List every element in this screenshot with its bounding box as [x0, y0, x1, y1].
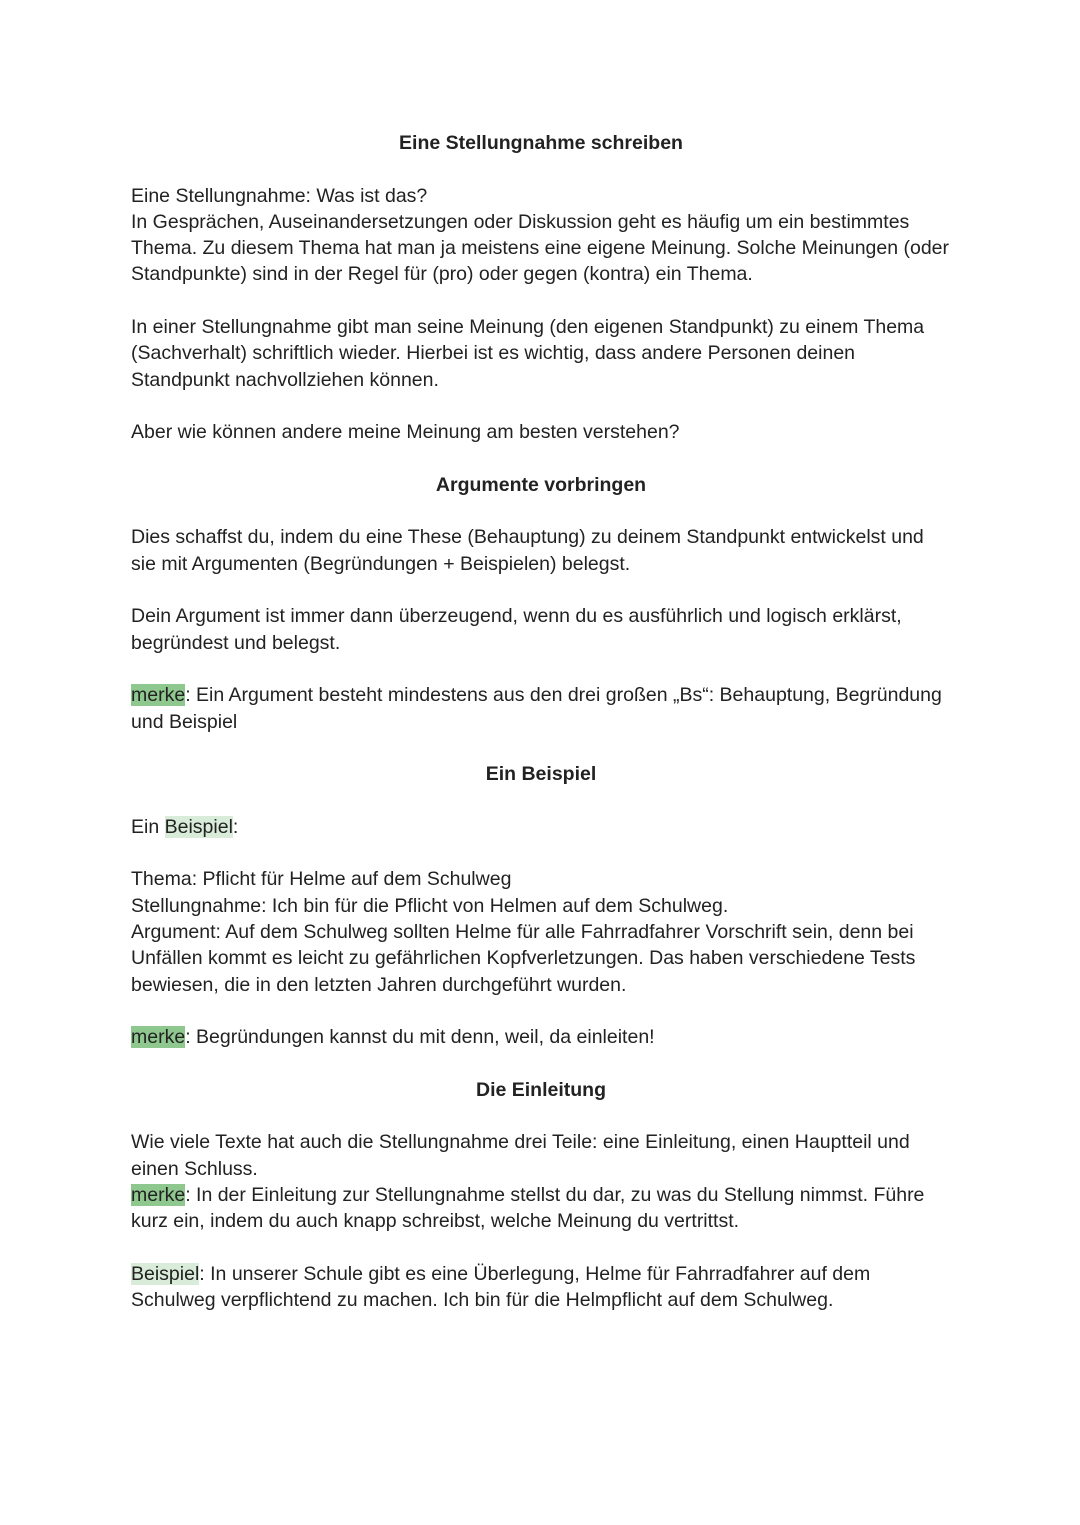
- spacer: [131, 1103, 951, 1129]
- intro-question: Eine Stellungnahme: Was ist das?: [131, 184, 428, 207]
- document-title: Eine Stellungnahme schreiben: [399, 132, 683, 154]
- arguments-paragraph: Dies schaffst du, indem du eine These (Behauptung) zu deinem Standpunkt entwickelst und sie mit Argumenten (Begründungen + Beispielen) belegst.: [131, 526, 924, 575]
- spacer: [131, 735, 951, 761]
- arguments-paragraph: Dein Argument ist immer dann überzeugend, wenn du es ausführlich und logisch erklärst, begründest und belegst.: [131, 605, 902, 654]
- section-heading-example: Ein Beispiel: [485, 763, 597, 786]
- spacer: [131, 577, 951, 603]
- spacer: [131, 1234, 951, 1260]
- merke-highlight: merke: [131, 1026, 186, 1049]
- note-paragraph: [131, 1024, 951, 1050]
- note-paragraph: [131, 1182, 951, 1235]
- beispiel-highlight: Beispiel: [131, 1262, 200, 1285]
- note-text: : In der Einleitung zur Stellungnahme stellst du dar, zu was du Stellung nimmst. Führe kurz ein, indem du auch knapp schreibst, welche Meinung du vertrittst.: [131, 1183, 925, 1233]
- example-lead-prefix: Ein: [131, 815, 165, 838]
- note-text: : Begründungen kannst du mit denn, weil, da einleiten!: [185, 1026, 655, 1049]
- spacer: [131, 393, 951, 419]
- document-content: [131, 130, 951, 1313]
- merke-highlight: merke: [131, 684, 186, 707]
- section-heading-einleitung: Die Einleitung: [475, 1078, 606, 1101]
- example-stellungnahme: Stellungnahme: Ich bin für die Pflicht von Helmen auf dem Schulweg.: [131, 894, 729, 917]
- spacer: [131, 1050, 951, 1076]
- intro-paragraph: In Gesprächen, Auseinandersetzungen oder Diskussion geht es häufig um ein bestimmtes Thema. Zu diesem Thema hat man ja meistens eine eigene Meinung. Solche Meinungen (oder Standpunkte) sind in der Regel für (pro) oder gegen (kontra) ein Thema.: [131, 210, 950, 286]
- spacer: [131, 787, 951, 813]
- example-lead-suffix: :: [232, 815, 239, 838]
- section-heading-arguments: Argumente vorbringen: [435, 473, 647, 496]
- example-text: : In unserer Schule gibt es eine Überlegung, Helme für Fahrradfahrer auf dem Schulweg verpflichtend zu machen. Ich bin für die Helmpflicht auf dem Schulweg.: [131, 1262, 871, 1312]
- intro-paragraph: Aber wie können andere meine Meinung am besten verstehen?: [131, 421, 680, 444]
- beispiel-highlight: Beispiel: [164, 815, 233, 838]
- note-paragraph: [131, 682, 951, 735]
- spacer: [131, 288, 951, 314]
- spacer: [131, 446, 951, 472]
- einleitung-example: [131, 1261, 951, 1314]
- spacer: [131, 998, 951, 1024]
- spacer: [131, 498, 951, 524]
- merke-highlight: merke: [131, 1183, 186, 1206]
- spacer: [131, 840, 951, 866]
- spacer: [131, 656, 951, 682]
- example-argument: Argument: Auf dem Schulweg sollten Helme für alle Fahrradfahrer Vorschrift sein, denn bei Unfällen kommt es leicht zu gefährlichen Kopfverletzungen. Das haben verschiedene Tests bewiesen, die in den letzten Jahren durchgeführt wurden.: [131, 920, 916, 996]
- example-lead: [131, 814, 951, 840]
- intro-paragraph: In einer Stellungnahme gibt man seine Meinung (den eigenen Standpunkt) zu einem Thema (Sachverhalt) schriftlich wieder. Hierbei ist es wichtig, dass andere Personen deinen Standpunkt nachvollziehen können.: [131, 316, 925, 391]
- spacer: [131, 156, 951, 182]
- note-text: : Ein Argument besteht mindestens aus den drei großen „Bs“: Behauptung, Begründung und Beispiel: [131, 684, 942, 733]
- example-thema: Thema: Pflicht für Helme auf dem Schulweg: [131, 868, 512, 891]
- einleitung-paragraph: Wie viele Texte hat auch die Stellungnahme drei Teile: eine Einleitung, einen Hauptteil und einen Schluss.: [131, 1131, 910, 1180]
